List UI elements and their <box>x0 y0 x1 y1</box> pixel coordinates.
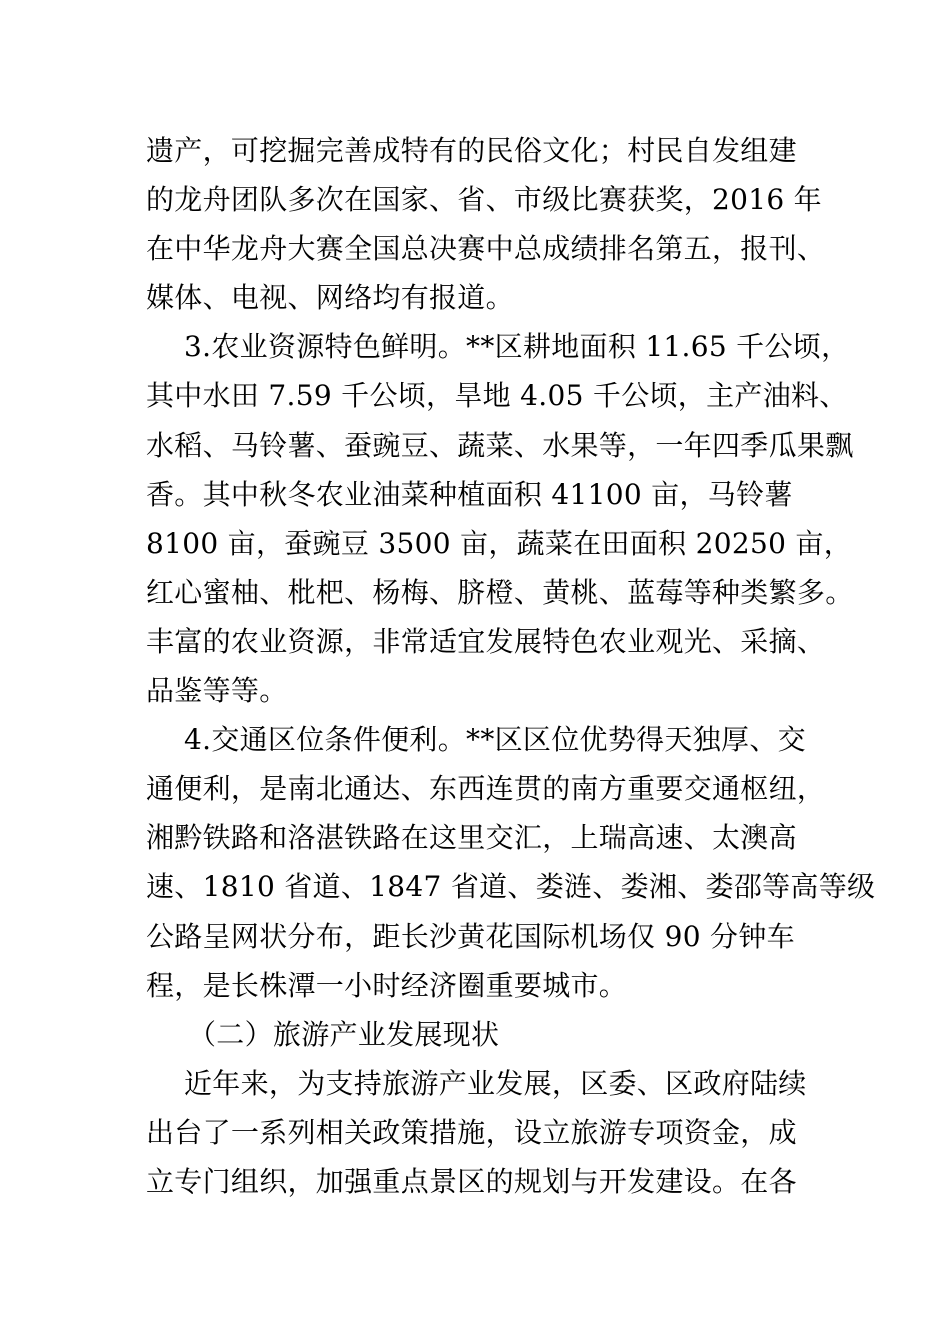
text-line: 8100 亩，蚕豌豆 3500 亩，蔬菜在田面积 20250 亩， <box>146 526 852 560</box>
paragraph-transport <box>146 715 876 1010</box>
section-heading-text: （二）旅游产业发展现状 <box>188 1017 500 1051</box>
text-line: 通便利，是南北通达、东西连贯的南方重要交通枢纽， <box>146 772 826 806</box>
text-line: 媒体、电视、网络均有报道。 <box>146 281 514 315</box>
text-line: 品鉴等等。 <box>146 674 288 708</box>
text-line: 立专门组织，加强重点景区的规划与开发建设。在各 <box>146 1164 797 1198</box>
text-line: 公路呈网状分布，距长沙黄花国际机场仅 90 分钟车 <box>146 919 795 953</box>
text-line: 遗产，可挖掘完善成特有的民俗文化；村民自发组建 <box>146 134 797 167</box>
text-line: 3.农业资源特色鲜明。**区耕地面积 11.65 千公顷， <box>184 330 850 364</box>
text-line: 湘黔铁路和洛湛铁路在这里交汇，上瑞高速、太澳高 <box>146 821 797 855</box>
text-line: 程，是长株潭一小时经济圈重要城市。 <box>146 968 628 1002</box>
paragraph-tourism <box>146 1059 818 1206</box>
paragraph-agriculture <box>146 322 854 715</box>
text-line: 红心蜜柚、枇杷、杨梅、脐橙、黄桃、蓝莓等种类繁多。 <box>146 575 854 609</box>
text-line: 出台了一系列相关政策措施，设立旅游专项资金，成 <box>146 1115 797 1149</box>
document-page <box>146 126 876 1206</box>
section-heading <box>146 1010 818 1059</box>
text-line: 水稻、马铃薯、蚕豌豆、蔬菜、水果等，一年四季瓜果飘 <box>146 428 854 462</box>
text-line: 的龙舟团队多次在国家、省、市级比赛获奖，2016 年 <box>146 183 822 217</box>
paragraph-folk-culture <box>146 126 826 322</box>
text-line: 在中华龙舟大赛全国总决赛中总成绩排名第五，报刊、 <box>146 232 826 266</box>
text-line: 速、1810 省道、1847 省道、娄涟、娄湘、娄邵等高等级 <box>146 870 876 904</box>
text-line: 其中水田 7.59 千公顷，旱地 4.05 千公顷，主产油料、 <box>146 379 848 413</box>
text-line: 香。其中秋冬农业油菜种植面积 41100 亩，马铃薯 <box>146 477 793 511</box>
text-line: 4.交通区位条件便利。**区区位优势得天独厚、交 <box>184 723 806 757</box>
text-line: 近年来，为支持旅游产业发展，区委、区政府陆续 <box>184 1066 807 1100</box>
text-line: 丰富的农业资源，非常适宜发展特色农业观光、采摘、 <box>146 624 826 658</box>
